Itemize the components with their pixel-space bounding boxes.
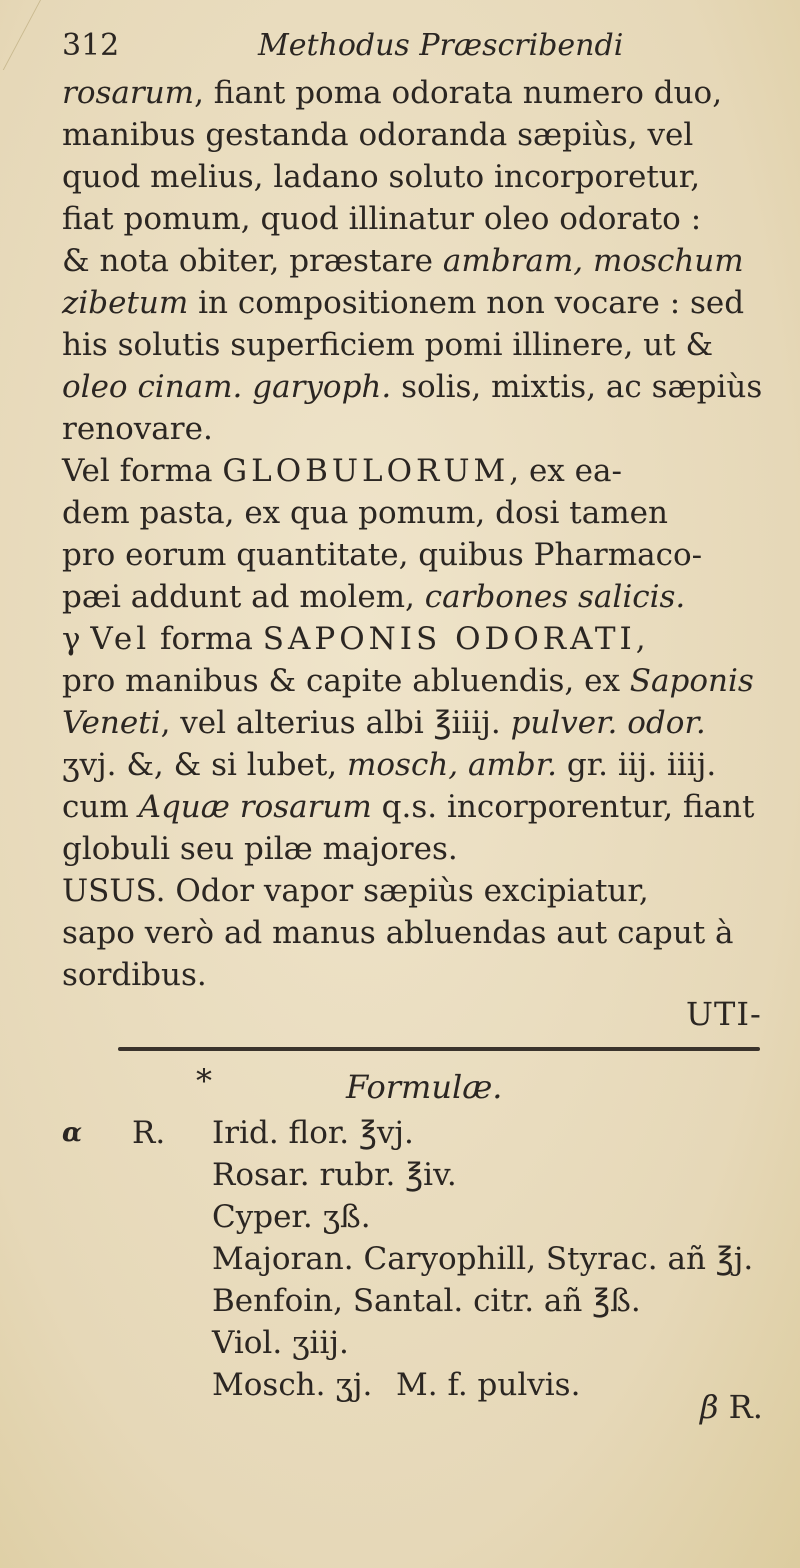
text-segment: pulver. odor. xyxy=(510,705,706,741)
text-segment: GLOBULORUM xyxy=(222,453,510,489)
ingredient-line: Benfoin, Santal. citr. añ ℥ß. xyxy=(212,1283,641,1319)
text-segment: manibus gestanda odoranda sæpiùs, vel xyxy=(62,117,694,153)
ingredient-row xyxy=(62,1322,774,1364)
text-line xyxy=(62,366,774,408)
running-title: Methodus Præscribendi xyxy=(258,28,624,63)
text-line xyxy=(62,492,774,534)
ingredient-line: Mosch. ʒj. xyxy=(212,1367,373,1403)
text-segment: pro eorum quantitate, quibus Pharmaco- xyxy=(62,537,703,573)
text-segment: cum xyxy=(62,789,139,825)
text-line xyxy=(62,156,774,198)
formula-title: Formulæ. xyxy=(346,1068,503,1106)
text-segment: solis, mixtis, ac sæpiùs xyxy=(391,369,763,405)
main-text xyxy=(62,72,774,996)
text-segment: pæi addunt ad molem, xyxy=(62,579,425,615)
text-line xyxy=(62,702,774,744)
text-line xyxy=(62,408,774,450)
text-segment: fiat pomum, quod illinatur oleo odorato : xyxy=(62,201,702,237)
text-segment: SAPONIS ODORATI, xyxy=(262,621,650,657)
ingredient-line: Cyper. ʒß. xyxy=(212,1199,371,1235)
running-head xyxy=(62,28,762,72)
text-line xyxy=(62,576,774,618)
text-line xyxy=(62,870,774,912)
recipe-first-row xyxy=(62,1112,774,1154)
text-line xyxy=(62,912,774,954)
text-line xyxy=(62,744,774,786)
ingredient-row xyxy=(62,1154,774,1196)
text-segment: globuli seu pilæ majores. xyxy=(62,831,458,867)
ingredient-line: Irid. flor. ℥vj. xyxy=(212,1115,414,1151)
text-line xyxy=(62,618,774,660)
text-segment: , vel alterius albi ℥iiij. xyxy=(160,705,511,741)
ingredient-line: Majoran. Caryophill, Styrac. añ ℥j. xyxy=(212,1241,754,1277)
text-line xyxy=(62,240,774,282)
recipe xyxy=(62,1112,774,1406)
text-segment: ʒvj. &, & si lubet, xyxy=(62,747,347,783)
text-line xyxy=(62,828,774,870)
text-segment: oleo cinam. garyoph. xyxy=(62,369,392,405)
text-segment: q.s. incorporentur, fiant xyxy=(371,789,755,825)
text-segment: his solutis superficiem pomi illinere, ut & xyxy=(62,327,714,363)
ingredient-line: Rosar. rubr. ℥iv. xyxy=(212,1157,457,1193)
catchword: UTI- xyxy=(686,995,762,1033)
text-segment: forma xyxy=(150,621,263,657)
text-line xyxy=(62,450,774,492)
text-segment: renovare. xyxy=(62,411,213,447)
text-line xyxy=(62,72,774,114)
text-line xyxy=(62,114,774,156)
text-segment: in compositionem non vocare : sed xyxy=(188,285,745,321)
text-segment: Veneti xyxy=(62,705,161,741)
text-segment: mosch, ambr. xyxy=(347,747,557,783)
text-segment: ambram, moschum xyxy=(442,243,744,279)
text-segment: rosarum xyxy=(62,75,195,111)
text-segment: , fiant poma odorata numero duo, xyxy=(194,75,723,111)
text-segment: zibetum xyxy=(62,285,189,321)
ingredient-row xyxy=(62,1238,774,1280)
text-segment: sapo verò ad manus abluendas aut caput à xyxy=(62,915,734,951)
text-segment: Vel xyxy=(90,621,151,657)
text-line xyxy=(62,198,774,240)
closing-instruction: M. f. pulvis. xyxy=(396,1367,581,1403)
ingredient-row xyxy=(62,1280,774,1322)
text-segment: γ xyxy=(62,621,91,657)
text-segment: USUS. Odor vapor sæpiùs excipiatur, xyxy=(62,873,649,909)
text-segment: , ex ea- xyxy=(509,453,622,489)
beta-marker: β xyxy=(700,1388,719,1426)
text-line xyxy=(62,786,774,828)
ingredient-row xyxy=(62,1364,774,1406)
text-segment: & nota obiter, præstare xyxy=(62,243,443,279)
text-segment: Vel forma xyxy=(62,453,223,489)
page-number: 312 xyxy=(62,28,120,63)
signature-rx: R. xyxy=(728,1388,763,1426)
text-line xyxy=(62,534,774,576)
text-line xyxy=(62,954,774,996)
text-segment: dem pasta, ex qua pomum, dosi tamen xyxy=(62,495,668,531)
next-recipe-signature xyxy=(700,1388,763,1426)
text-segment: Aquæ rosarum xyxy=(138,789,372,825)
page-corner-line xyxy=(0,0,41,70)
recipe-symbol: R. xyxy=(132,1115,166,1151)
alpha-marker: α xyxy=(62,1118,83,1148)
text-segment: carbones salicis. xyxy=(424,579,686,615)
text-line xyxy=(62,324,774,366)
ingredient-line: Viol. ʒiij. xyxy=(212,1325,349,1361)
text-line xyxy=(62,282,774,324)
text-line xyxy=(62,660,774,702)
text-segment: Saponis xyxy=(629,663,754,699)
text-segment: quod melius, ladano soluto incorporetur, xyxy=(62,159,701,195)
text-segment: gr. iij. iiij. xyxy=(557,747,717,783)
ingredient-row xyxy=(62,1196,774,1238)
asterisk-mark: * xyxy=(196,1062,212,1100)
section-rule xyxy=(118,1047,760,1051)
text-segment: sordibus. xyxy=(62,957,207,993)
text-segment: pro manibus & capite abluendis, ex xyxy=(62,663,630,699)
formula-heading xyxy=(196,1062,596,1106)
